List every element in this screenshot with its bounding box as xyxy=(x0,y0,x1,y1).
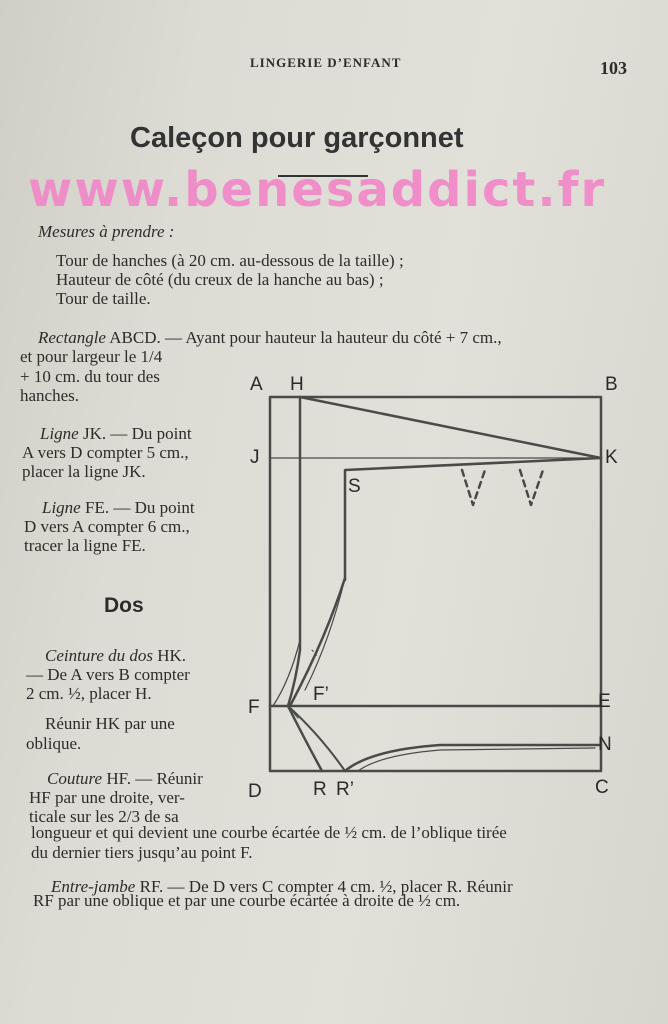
measure-item: Tour de hanches (à 20 cm. au-dessous de la taille) ; xyxy=(56,251,404,270)
label-c: C xyxy=(595,777,609,798)
entre-jambe-line-2: RF par une oblique et par une courbe écartée à droite de ½ cm. xyxy=(33,891,461,910)
reunir-line-1: Réunir HK par une xyxy=(45,714,175,733)
label-n: N xyxy=(598,734,612,755)
running-title: LINGERIE D’ENFANT xyxy=(250,55,402,70)
couture-line-2: HF par une droite, ver- xyxy=(29,788,185,807)
page-number: 103 xyxy=(600,58,627,78)
entre-jambe-rf xyxy=(288,706,322,771)
couture-term: Couture xyxy=(47,769,103,788)
label-a: A xyxy=(250,374,263,395)
couture-line-3: ticale sur les 2/3 de sa xyxy=(29,807,179,826)
measure-item: Hauteur de côté (du creux de la hanche au bas) ; xyxy=(56,270,384,289)
label-d: D xyxy=(248,781,262,802)
line-jk-line-2: A vers D compter 5 cm., xyxy=(22,443,189,462)
label-k: K xyxy=(605,447,618,468)
rectangle-line-4: hanches. xyxy=(20,386,80,405)
oblique-hk xyxy=(300,397,601,458)
dart-right xyxy=(520,470,543,505)
label-f-prime: F’ xyxy=(313,684,329,705)
measure-item: Tour de taille. xyxy=(56,289,151,308)
dart-left xyxy=(462,470,485,505)
line-fe-text: FE. — Du point xyxy=(80,498,195,517)
rectangle-line-2: et pour largeur le 1/4 xyxy=(20,347,163,366)
label-s: S xyxy=(348,476,361,497)
label-e: E xyxy=(598,691,611,712)
couture-line-4: longueur et qui devient une courbe écartée de ½ cm. de l’oblique tirée xyxy=(31,823,507,842)
watermark: www.benesaddict.fr xyxy=(28,162,607,218)
rectangle-line-3: + 10 cm. du tour des xyxy=(20,367,160,386)
rectangle-text: ABCD. — Ayant pour hauteur la hauteur du côté + 7 cm., xyxy=(105,328,502,347)
label-h: H xyxy=(290,374,304,395)
line-fe-line-2: D vers A compter 6 cm., xyxy=(24,517,190,536)
entre-jambe-text: RF. — De D vers C compter 4 cm. ½, placer R. Réunir xyxy=(135,877,513,896)
ceinture-term: Ceinture du dos xyxy=(45,646,153,665)
measures-heading: Mesures à prendre : xyxy=(38,222,175,241)
ceinture-text: HK. xyxy=(152,646,187,665)
line-jk-term: Ligne xyxy=(40,424,79,443)
line-fe-term: Ligne xyxy=(42,498,81,517)
label-r: R xyxy=(313,779,327,800)
line-jk-text: JK. — Du point xyxy=(78,424,192,443)
couture-text: HF. — Réunir xyxy=(102,769,203,788)
page-title: Caleçon pour garçonnet xyxy=(130,122,464,154)
reunir-line-2: oblique. xyxy=(26,734,82,753)
label-f: F xyxy=(248,697,260,718)
couture-line-5: du dernier tiers jusqu’au point F. xyxy=(31,843,253,862)
entre-jambe-term: Entre-jambe xyxy=(51,877,136,896)
rectangle-abcd xyxy=(270,397,601,771)
label-j: J xyxy=(250,447,260,468)
line-fe-line-3: tracer la ligne FE. xyxy=(24,536,146,555)
label-r-prime: R’ xyxy=(336,779,354,800)
waist-line-sk xyxy=(345,458,601,580)
label-b: B xyxy=(605,374,618,395)
rectangle-term: Rectangle xyxy=(38,328,106,347)
ceinture-line-3: 2 cm. ½, placer H. xyxy=(26,684,152,703)
ceinture-line-2: — De A vers B compter xyxy=(26,665,190,684)
line-jk-line-3: placer la ligne JK. xyxy=(22,462,146,481)
section-heading-dos: Dos xyxy=(104,594,144,617)
